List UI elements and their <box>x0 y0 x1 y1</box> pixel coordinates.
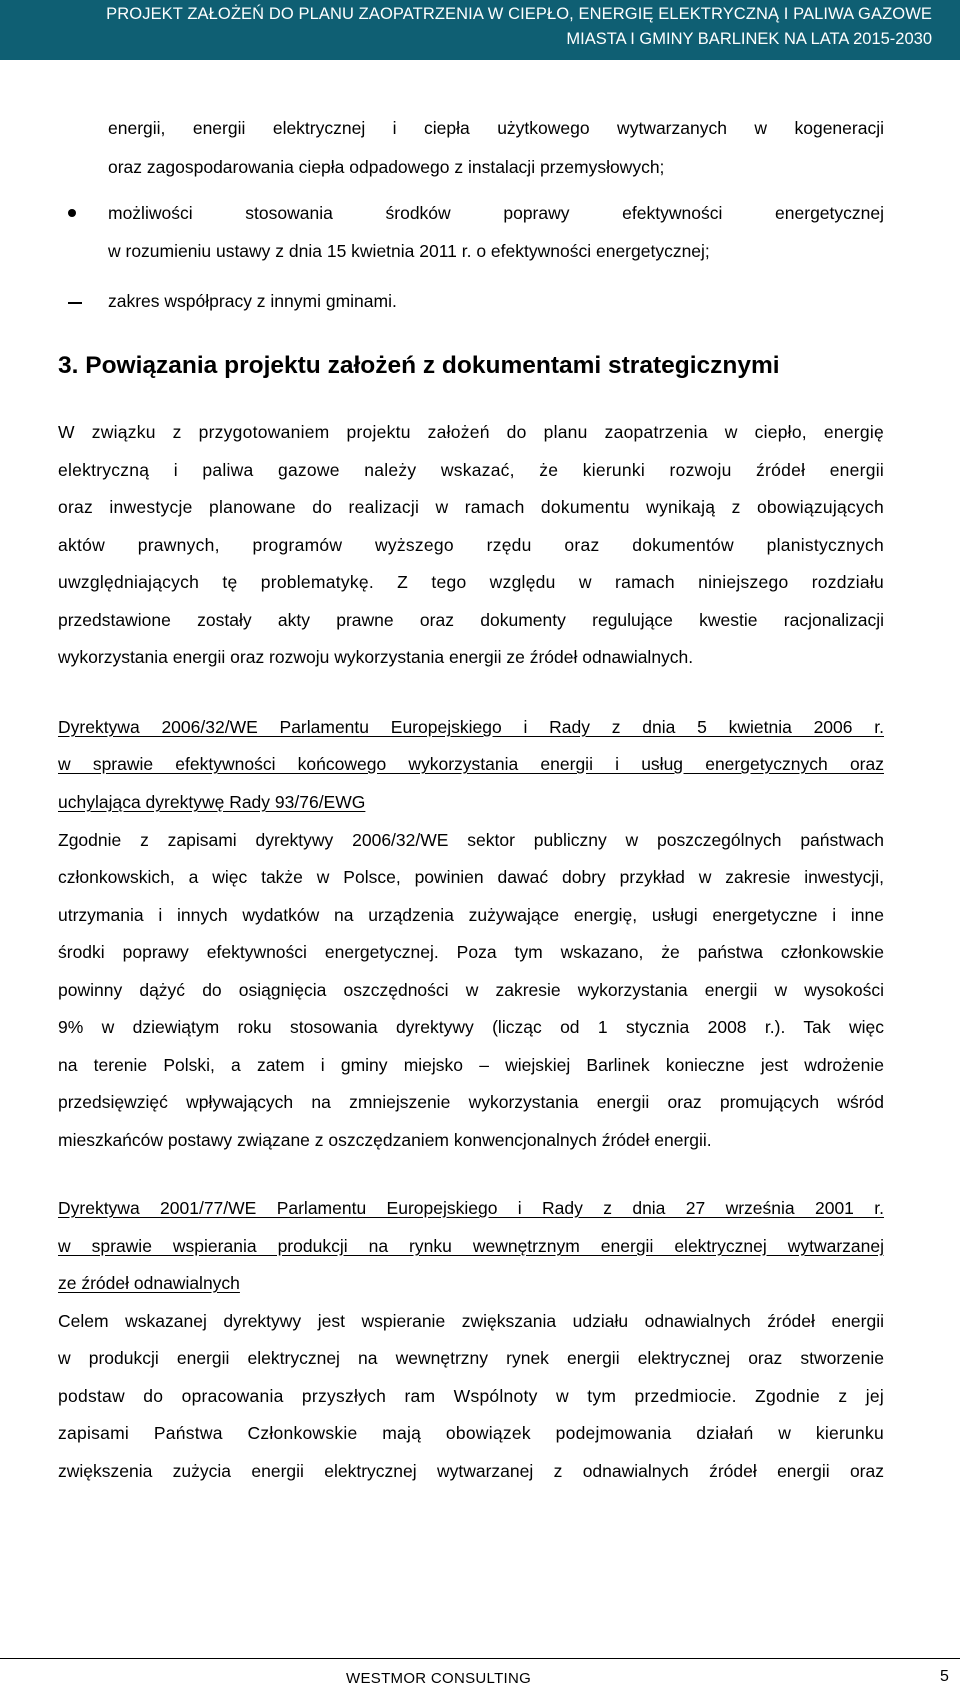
page-number: 5 <box>940 1668 949 1685</box>
directive-body-line: środki poprawy efektywności energetycznej. Poza tym wskazano, że państwa członkowskie <box>58 942 884 962</box>
list-continuation-line: energii, energii elektrycznej i ciepła użytkowego wytwarzanych w kogeneracji <box>108 118 884 138</box>
dash-item-line: zakres współpracy z innymi gminami. <box>108 291 397 311</box>
directive-body-line: utrzymania i innych wydatków na urządzenia zużywające energię, usługi energetyczne i inne <box>58 905 884 925</box>
intro-paragraph-line: przedstawione zostały akty prawne oraz dokumenty regulujące kwestie racjonalizacji <box>58 610 884 630</box>
directive-body-line: w produkcji energii elektrycznej na wewnętrzny rynek energii elektrycznej oraz stworzenie <box>58 1348 884 1368</box>
header-title-line1: PROJEKT ZAŁOŻEŃ DO PLANU ZAOPATRZENIA W CIEPŁO, ENERGIĘ ELEKTRYCZNĄ I PALIWA GAZOWE <box>106 5 932 23</box>
intro-paragraph-line: elektryczną i paliwa gazowe należy wskazać, że kierunki rozwoju źródeł energii <box>58 460 884 480</box>
directive-title-line: w sprawie wspierania produkcji na rynku wewnętrznym energii elektrycznej wytwarzanej <box>58 1236 884 1256</box>
directive-title-line: w sprawie efektywności końcowego wykorzystania energii i usług energetycznych oraz <box>58 754 884 774</box>
page-header <box>0 0 960 60</box>
directive-body-line: powinny dążyć do osiągnięcia oszczędności w zakresie wykorzystania energii w wysokości <box>58 980 884 1000</box>
directive-body-line: podstaw do opracowania przyszłych ram Wspólnoty w tym przedmiocie. Zgodnie z jej <box>58 1386 884 1406</box>
directive-body-line: 9% w dziewiątym roku stosowania dyrektywy (licząc od 1 stycznia 2008 r.). Tak więc <box>58 1017 884 1037</box>
directive-body-line: mieszkańców postawy związane z oszczędzaniem konwencjonalnych źródeł energii. <box>58 1130 712 1150</box>
directive-body-line: Zgodnie z zapisami dyrektywy 2006/32/WE sektor publiczny w poszczególnych państwach <box>58 830 884 850</box>
directive-body-line: przedsięwzięć wpływających na zmniejszenie wykorzystania energii oraz promujących wśród <box>58 1092 884 1112</box>
intro-paragraph-line: uwzględniających tę problematykę. Z tego względu w ramach niniejszego rozdziału <box>58 572 884 592</box>
directive-body-line: zwiększenia zużycia energii elektrycznej wytwarzanej z odnawialnych źródeł energii oraz <box>58 1461 884 1481</box>
directive-title-line: uchylająca dyrektywę Rady 93/76/EWG <box>58 792 366 812</box>
directive-title-line: Dyrektywa 2001/77/WE Parlamentu Europejskiego i Rady z dnia 27 września 2001 r. <box>58 1198 884 1218</box>
footer-divider <box>0 1658 960 1659</box>
dash-bullet-icon <box>68 302 82 304</box>
bullet-dot-icon <box>68 209 76 217</box>
intro-paragraph-line: W związku z przygotowaniem projektu założeń do planu zaopatrzenia w ciepło, energię <box>58 422 884 442</box>
section-heading: 3. Powiązania projektu założeń z dokumentami strategicznymi <box>58 352 780 379</box>
bullet-item-line: w rozumieniu ustawy z dnia 15 kwietnia 2011 r. o efektywności energetycznej; <box>108 241 710 261</box>
intro-paragraph-line: aktów prawnych, programów wyższego rzędu oraz dokumentów planistycznych <box>58 535 884 555</box>
bullet-item-line: możliwości stosowania środków poprawy efektywności energetycznej <box>108 203 884 223</box>
directive-body-line: Celem wskazanej dyrektywy jest wspieranie zwiększania udziału odnawialnych źródeł energii <box>58 1311 884 1331</box>
directive-title-line: Dyrektywa 2006/32/WE Parlamentu Europejskiego i Rady z dnia 5 kwietnia 2006 r. <box>58 717 884 737</box>
intro-paragraph-line: wykorzystania energii oraz rozwoju wykorzystania energii ze źródeł odnawialnych. <box>58 647 694 667</box>
intro-paragraph-line: oraz inwestycje planowane do realizacji w ramach dokumentu wynikają z obowiązujących <box>58 497 884 517</box>
directive-body-line: członkowskich, a więc także w Polsce, powinien dawać dobry przykład w zakresie inwestycji, <box>58 867 884 887</box>
directive-title-line: ze źródeł odnawialnych <box>58 1273 240 1293</box>
directive-body-line: na terenie Polski, a zatem i gminy miejsko – wiejskiej Barlinek konieczne jest wdrożenie <box>58 1055 884 1075</box>
directive-body-line: zapisami Państwa Członkowskie mają obowiązek podejmowania działań w kierunku <box>58 1423 884 1443</box>
list-continuation-line: oraz zagospodarowania ciepła odpadowego z instalacji przemysłowych; <box>108 157 665 177</box>
header-title-line2: MIASTA I GMINY BARLINEK NA LATA 2015-2030 <box>566 30 932 48</box>
footer-company-name: WESTMOR CONSULTING <box>346 1670 532 1687</box>
